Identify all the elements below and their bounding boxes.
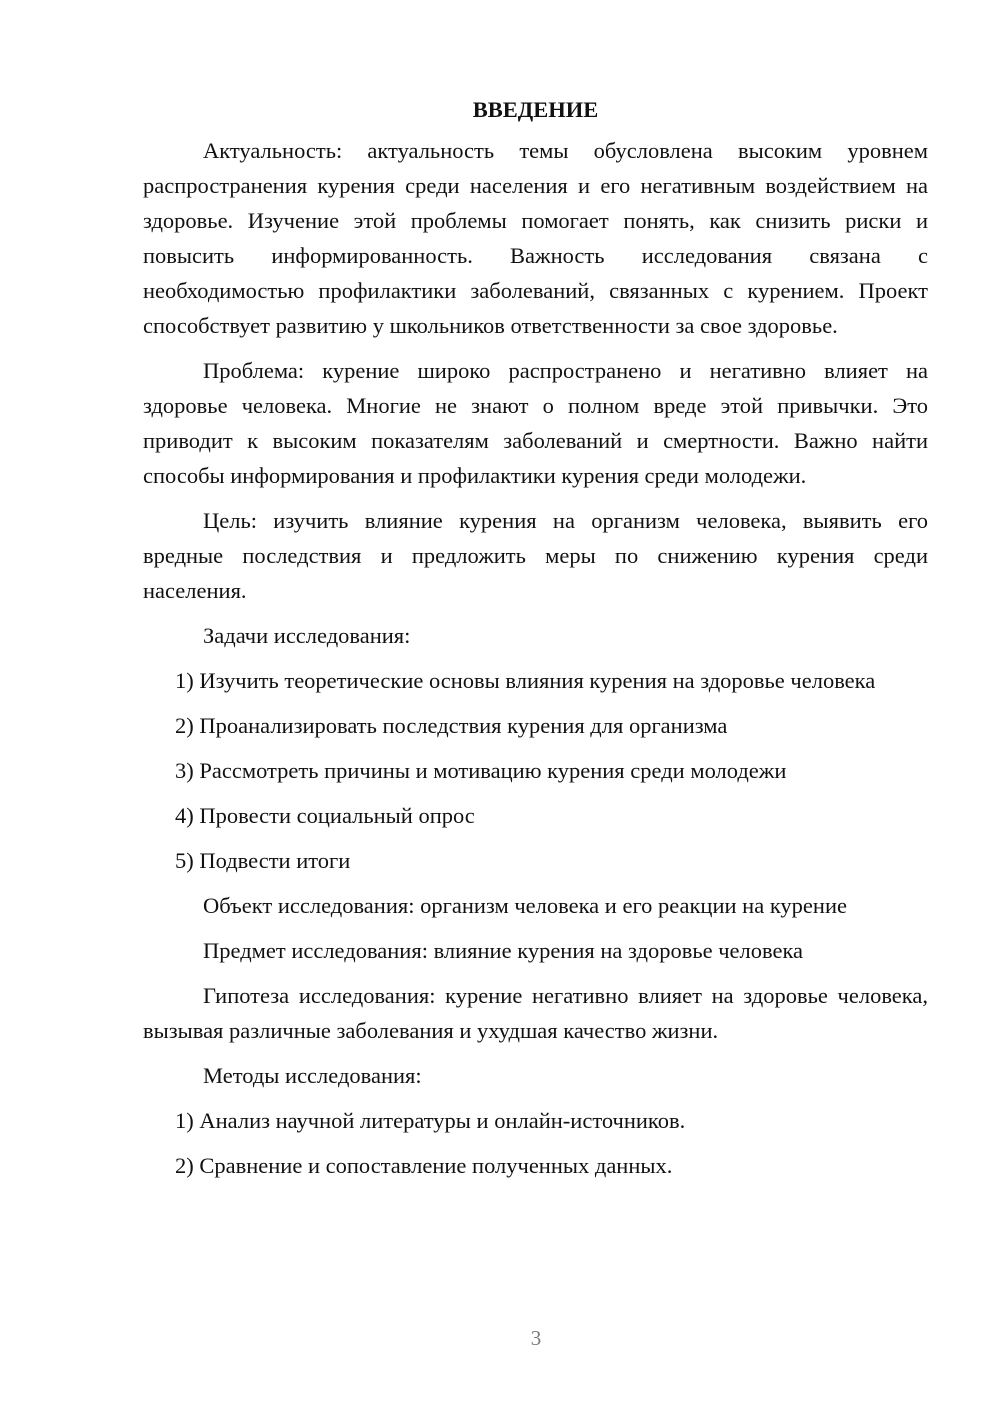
relevance-paragraph: Актуальность: актуальность темы обусловлена высоким уровнем распространения курения среди населения и его негативным воздействием на здоровье. Изучение этой проблемы помогает понять, как снизить риски и повысить информированность. Важность исследования связана с необходимостью профилактики заболеваний, связанных с курением. Проект способствует развитию у школьников ответственности за свое здоровье.	[143, 138, 928, 338]
section-title: ВВЕДЕНИЕ	[472, 97, 599, 122]
list-item: 5) Подвести итоги	[175, 848, 351, 873]
list-item: 2) Проанализировать последствия курения для организма	[175, 713, 728, 738]
document-page	[143, 92, 928, 1193]
problem-paragraph: Проблема: курение широко распространено и негативно влияет на здоровье человека. Многие не знают о полном вреде этой привычки. Это приводит к высоким показателям заболеваний и смертности. Важно найти способы информирования и профилактики курения среди молодежи.	[143, 358, 928, 488]
tasks-list	[143, 663, 928, 878]
page-number: 3	[530, 1326, 542, 1350]
list-item: 1) Изучить теоретические основы влияния курения на здоровье человека	[175, 668, 876, 693]
object-paragraph: Объект исследования: организм человека и его реакции на курение	[203, 893, 847, 918]
list-item: 4) Провести социальный опрос	[175, 803, 475, 828]
tasks-heading: Задачи исследования:	[203, 623, 411, 648]
list-item: 1) Анализ научной литературы и онлайн-источников.	[175, 1108, 686, 1133]
goal-paragraph: Цель: изучить влияние курения на организм человека, выявить его вредные последствия и предложить меры по снижению курения среди населения.	[143, 508, 928, 603]
methods-list	[143, 1103, 928, 1183]
list-item: 3) Рассмотреть причины и мотивацию курения среди молодежи	[175, 758, 787, 783]
list-item: 2) Сравнение и сопоставление полученных данных.	[175, 1153, 673, 1178]
methods-heading: Методы исследования:	[203, 1063, 422, 1088]
subject-paragraph: Предмет исследования: влияние курения на здоровье человека	[203, 938, 804, 963]
hypothesis-paragraph: Гипотеза исследования: курение негативно влияет на здоровье человека, вызывая различные заболевания и ухудшая качество жизни.	[143, 983, 928, 1043]
